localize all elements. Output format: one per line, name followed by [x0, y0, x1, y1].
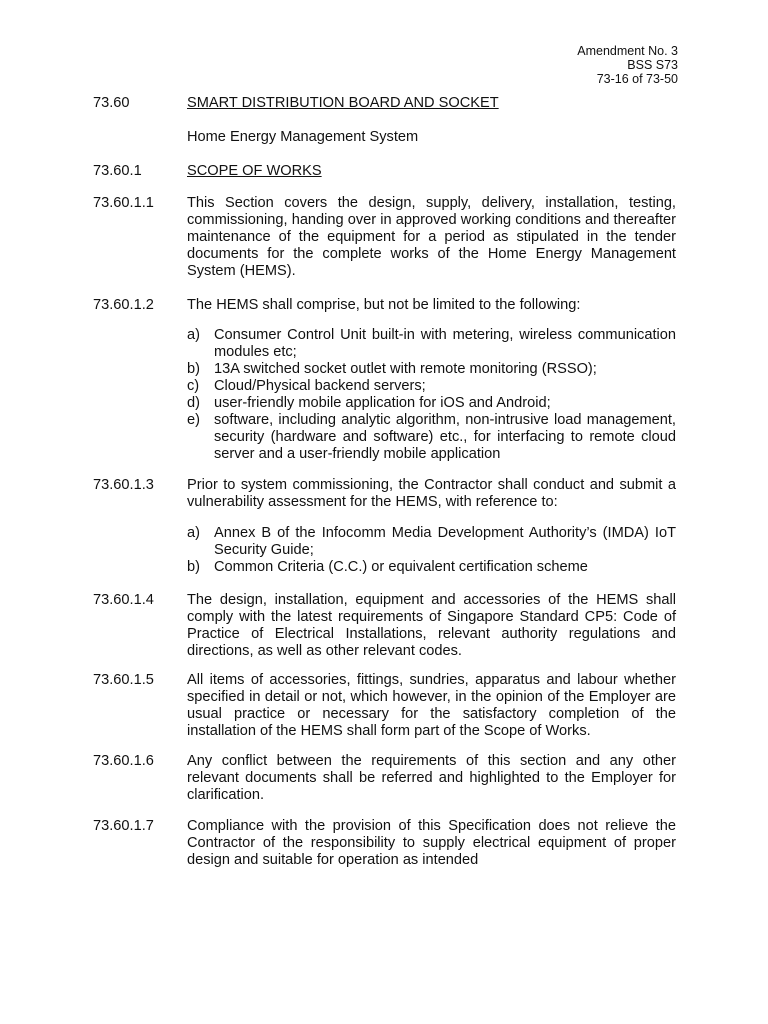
list-item-text: 13A switched socket outlet with remote monitoring (RSSO); [214, 361, 597, 377]
list-item-text: software, including analytic algorithm, non-intrusive load management, security (hardware and software) etc., for interfacing to remote cloud server and a user-friendly mobile application [214, 412, 676, 462]
list-item-text: user-friendly mobile application for iOS and Android; [214, 395, 551, 411]
list-item-label: a) [187, 327, 200, 343]
clause-text: The HEMS shall comprise, but not be limited to the following: [187, 297, 581, 313]
list-item-label: b) [187, 559, 200, 575]
clause-number: 73.60.1.2 [93, 297, 154, 313]
document-code: BSS S73 [627, 58, 678, 72]
list-item-text: Annex B of the Infocomm Media Development Authority’s (IMDA) IoT Security Guide; [214, 525, 676, 558]
clause-number: 73.60.1.3 [93, 477, 154, 493]
list-item [187, 412, 676, 463]
list-item [187, 361, 676, 378]
list-item-label: d) [187, 395, 200, 411]
clause-text: All items of accessories, fittings, sundries, apparatus and labour whether specified in detail or not, which however, in the opinion of the Employer are usual practice or necessary for the satisfactory completion of the installation of the HEMS shall form part of the Scope of Works. [187, 672, 676, 739]
list-item-text: Common Criteria (C.C.) or equivalent certification scheme [214, 559, 588, 575]
scope-title: SCOPE OF WORKS [187, 163, 322, 179]
page-reference: 73-16 of 73-50 [596, 72, 678, 86]
list-item-label: a) [187, 525, 200, 541]
list-item-text: Cloud/Physical backend servers; [214, 378, 426, 394]
list-item-text: Consumer Control Unit built-in with metering, wireless communication modules etc; [214, 327, 676, 360]
clause-3-list [187, 525, 676, 576]
list-item-label: e) [187, 412, 200, 428]
clause-2-list [187, 327, 676, 463]
list-item [187, 559, 676, 576]
clause-text: This Section covers the design, supply, delivery, installation, testing, commissioning, handing over in approved working conditions and thereafter maintenance of the equipment for a period as stipulated in the tender documents for the complete works of the Home Energy Management System (HEMS). [187, 195, 676, 279]
page-header [577, 44, 678, 86]
scope-number: 73.60.1 [93, 163, 142, 179]
clause-text: The design, installation, equipment and accessories of the HEMS shall comply with the latest requirements of Singapore Standard CP5: Code of Practice of Electrical Installations, relevant authority regulations and directions, as well as other relevant codes. [187, 592, 676, 659]
list-item [187, 378, 676, 395]
list-item [187, 395, 676, 412]
list-item [187, 327, 676, 361]
clause-number: 73.60.1.5 [93, 672, 154, 688]
clause-number: 73.60.1.1 [93, 195, 154, 211]
list-item-label: c) [187, 378, 200, 394]
list-item [187, 525, 676, 559]
clause-number: 73.60.1.6 [93, 753, 154, 769]
section-number: 73.60 [93, 95, 130, 111]
amendment-number: Amendment No. 3 [577, 44, 678, 58]
clause-number: 73.60.1.7 [93, 818, 154, 834]
clause-number: 73.60.1.4 [93, 592, 154, 608]
clause-text: Prior to system commissioning, the Contractor shall conduct and submit a vulnerability assessment for the HEMS, with reference to: [187, 477, 676, 510]
section-subtitle: Home Energy Management System [187, 129, 419, 145]
list-item-label: b) [187, 361, 200, 377]
clause-text: Compliance with the provision of this Specification does not relieve the Contractor of the responsibility to supply electrical equipment of proper design and suitable for operation as intended [187, 818, 676, 868]
clause-text: Any conflict between the requirements of this section and any other relevant documents shall be referred and highlighted to the Employer for clarification. [187, 753, 676, 803]
section-title: SMART DISTRIBUTION BOARD AND SOCKET [187, 95, 499, 111]
